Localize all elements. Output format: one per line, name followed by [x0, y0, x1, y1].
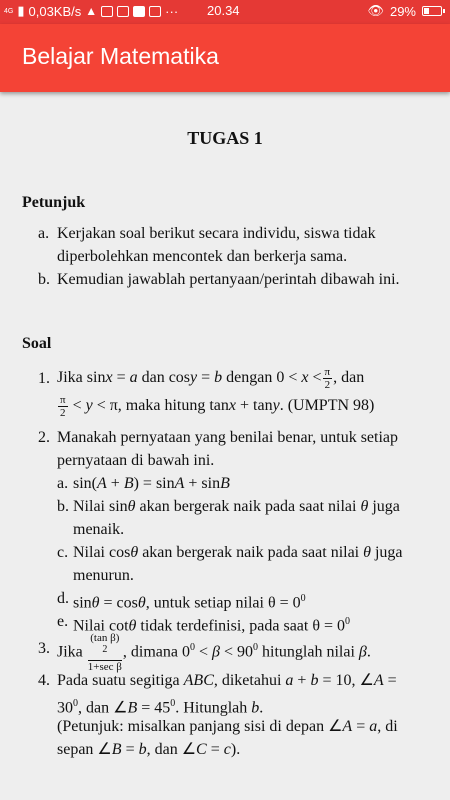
more-icon: ··· [165, 3, 179, 19]
signal-icon: 4G [4, 7, 14, 15]
question-1-line-2: $\frac{\pi}{2}$ < y < π, maka hitung tanx + tany. (UMPTN 98) [60, 394, 375, 419]
q2-e-text: Nilai cotθ tidak terdefinisi, pada saat $\theta = 0^0$ [73, 616, 351, 635]
youtube-icon [133, 6, 145, 17]
q2-b-marker: b. [57, 498, 69, 515]
q2-e-marker: e. [57, 613, 69, 630]
question-4-hint-line-1: (Petunjuk: misalkan panjang sisi di depan ∠A = a, di [57, 718, 398, 735]
network-speed: 0,03KB/s [28, 3, 82, 19]
q2-b-text-cont: menaik. [73, 521, 125, 538]
question-4-hint-line-2: sepan ∠B = b, dan ∠C = c). [57, 741, 241, 758]
q2-c-text: Nilai cosθ akan bergerak naik pada saat nilai θ juga [73, 544, 403, 561]
app-bar [0, 24, 450, 92]
question-4-line-1: Pada suatu segitiga ABC, diketahui a + b = 10, ∠A = [57, 672, 397, 689]
question-3-text: Jika (tan β) $^2$ 1+sec β , dimana $0^0 < \beta < 90^0$ hitunglah nilai β. [57, 632, 371, 673]
q2-a-marker: a. [57, 475, 69, 492]
battery-icon [422, 6, 442, 16]
question-1-line-1: Jika sinx = a dan cosy = b dengan 0 < x < $\frac{\pi}{2}$ , dan [57, 366, 365, 391]
q2-d-marker: d. [57, 590, 69, 607]
battery-percent: 29% [389, 3, 416, 19]
instructions-heading: Petunjuk [22, 194, 86, 211]
q2-d-text: sinθ = cosθ, untuk setiap nilai $\theta = 0^0$ [73, 593, 306, 612]
document-title: TUGAS 1 [187, 128, 263, 148]
question-1-marker: 1. [38, 370, 50, 387]
question-4-marker: 4. [38, 672, 50, 689]
q2-c-marker: c. [57, 544, 69, 561]
instruction-marker-b: b. [38, 271, 50, 288]
messenger-icon [101, 6, 113, 17]
pi-over-2-fraction: $\frac{\pi}{2}$ [60, 394, 66, 419]
instagram-icon [149, 6, 161, 17]
question-3-marker: 3. [38, 640, 50, 657]
signal-bars-icon: ▮ [17, 3, 25, 18]
status-bar [0, 0, 450, 24]
eye-icon: 👁 [367, 3, 384, 18]
instruction-marker-a: a. [38, 225, 50, 242]
app-title: Belajar Matematika [22, 43, 219, 69]
question-2-marker: 2. [38, 429, 50, 446]
instruction-item-a: Kerjakan soal berikut secara individu, siswa tidak diperbolehkan mencontek dan berkerja sama. [57, 225, 376, 265]
pi-over-2-fraction: $\frac{\pi}{2}$ [324, 366, 331, 391]
warning-icon: ▲ [85, 4, 98, 18]
tan-beta-fraction: (tan β) $^2$ 1+sec β [87, 632, 122, 673]
clock: 20.34 [207, 3, 240, 18]
q2-b-text: Nilai sinθ akan bergerak naik pada saat nilai θ juga [73, 498, 400, 515]
q2-c-text-cont: menurun. [73, 567, 134, 584]
gmail-icon [117, 6, 129, 17]
question-4-line-2: $30^0$, dan ∠B = $45^0$. Hitunglah b. [57, 698, 264, 717]
q2-a-text: sin(A + B) = sinA + sinB [73, 475, 230, 492]
questions-heading: Soal [22, 335, 52, 352]
instruction-item-b: Kemudian jawablah pertanyaan/perintah dibawah ini. [57, 271, 400, 288]
question-2-text: Manakah pernyataan yang benilai benar, untuk setiap pernyataan di bawah ini. [57, 429, 399, 469]
